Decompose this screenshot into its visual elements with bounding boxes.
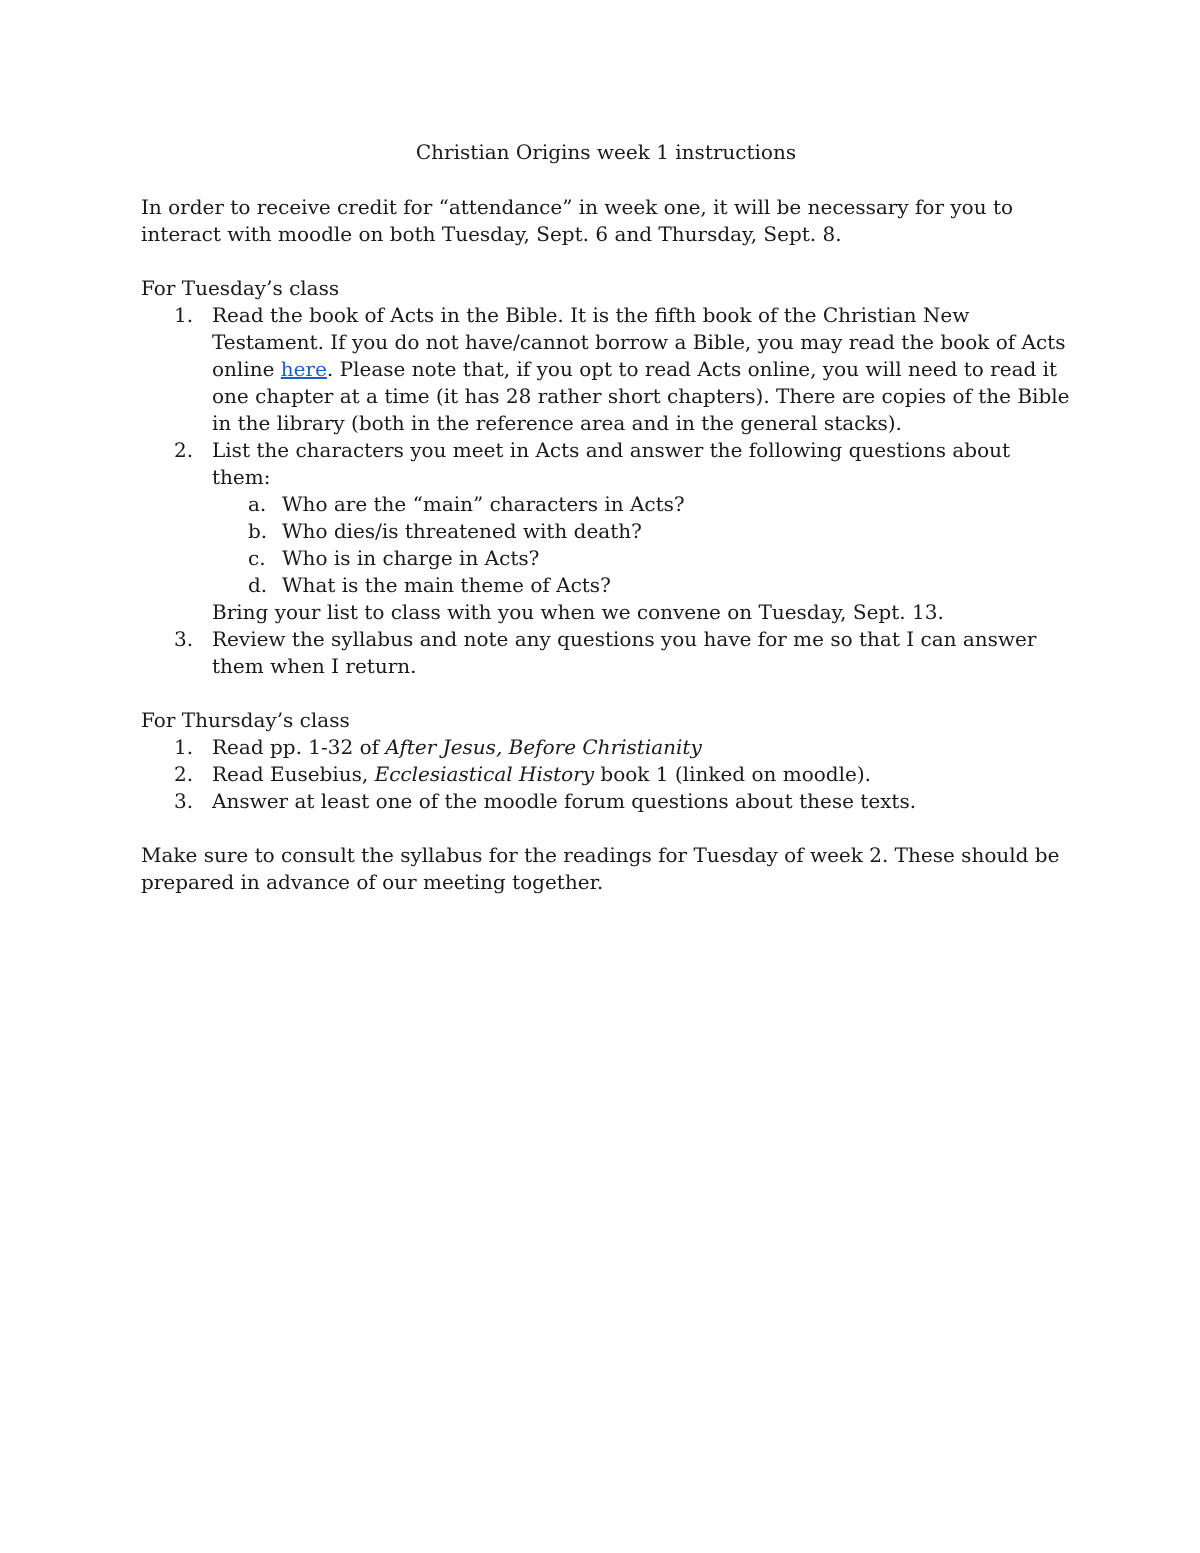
question-item-a xyxy=(212,491,1071,518)
list-marker: 3. xyxy=(174,789,194,813)
list-marker: 2. xyxy=(174,762,194,786)
tuesday-item-1-text-b: . Please note that, if you opt to read Acts online, you will need to read it one chapter at a time (it has 28 rather short chapters). There are copies of the Bible in the library (both in the reference area and in the general stacks). xyxy=(212,357,1070,435)
tuesday-item-2 xyxy=(141,437,1071,491)
acts-online-link[interactable]: here xyxy=(280,357,327,381)
list-marker: 2. xyxy=(174,438,194,462)
thursday-item-3 xyxy=(141,788,1071,815)
thursday-item-2 xyxy=(141,761,1071,788)
tuesday-item-2-text: List the characters you meet in Acts and answer the following questions about them: xyxy=(212,438,1011,489)
tuesday-item-1 xyxy=(141,302,1071,437)
thursday-item-1 xyxy=(141,734,1071,761)
book-title-after-jesus: After Jesus, Before Christianity xyxy=(385,735,702,759)
closing-paragraph: Make sure to consult the syllabus for the readings for Tuesday of week 2. These should be prepared in advance of our meeting together. xyxy=(141,843,1060,894)
list-marker: a. xyxy=(248,492,267,516)
thursday-section xyxy=(141,707,1071,815)
question-text: Who is in charge in Acts? xyxy=(282,546,540,570)
thursday-item-2-prefix: Read Eusebius, xyxy=(212,762,375,786)
list-marker: b. xyxy=(248,519,268,543)
list-marker: c. xyxy=(248,546,266,570)
thursday-item-1-prefix: Read pp. 1-32 of xyxy=(212,735,386,759)
tuesday-item-3-text: Review the syllabus and note any questions you have for me so that I can answer them when I return. xyxy=(212,627,1037,678)
list-marker: 1. xyxy=(174,735,194,759)
question-item-c xyxy=(212,545,1071,572)
document-body xyxy=(141,139,1071,923)
intro-paragraph: In order to receive credit for “attendance” in week one, it will be necessary for you to interact with moodle on both Tuesday, Sept. 6 and Thursday, Sept. 8. xyxy=(141,195,1014,246)
document-title: Christian Origins week 1 instructions xyxy=(415,140,797,164)
tuesday-heading: For Tuesday’s class xyxy=(141,276,340,300)
tuesday-item-1-text-a: Read the book of Acts in the Bible. It is the fifth book of the Christian New Testament. If you do not have/cannot borrow a Bible, you may read the book of Acts online xyxy=(212,303,1066,381)
question-text: What is the main theme of Acts? xyxy=(282,573,611,597)
tuesday-item-3 xyxy=(141,626,1071,680)
book-title-ecclesiastical-history: Ecclesiastical History xyxy=(374,762,595,786)
question-list xyxy=(141,491,1071,599)
tuesday-list xyxy=(141,302,1071,491)
question-item-b xyxy=(212,518,1071,545)
question-text: Who dies/is threatened with death? xyxy=(282,519,642,543)
question-item-d xyxy=(212,572,1071,599)
list-marker: 3. xyxy=(174,627,194,651)
list-marker: 1. xyxy=(174,303,194,327)
question-text: Who are the “main” characters in Acts? xyxy=(282,492,685,516)
tuesday-list-cont xyxy=(141,626,1071,680)
list-marker: d. xyxy=(248,573,268,597)
thursday-item-3-text: Answer at least one of the moodle forum questions about these texts. xyxy=(212,789,917,813)
thursday-list xyxy=(141,734,1071,815)
thursday-item-2-suffix: book 1 (linked on moodle). xyxy=(594,762,871,786)
tuesday-section xyxy=(141,275,1071,680)
bring-list-note: Bring your list to class with you when we convene on Tuesday, Sept. 13. xyxy=(212,600,944,624)
thursday-heading: For Thursday’s class xyxy=(141,708,350,732)
